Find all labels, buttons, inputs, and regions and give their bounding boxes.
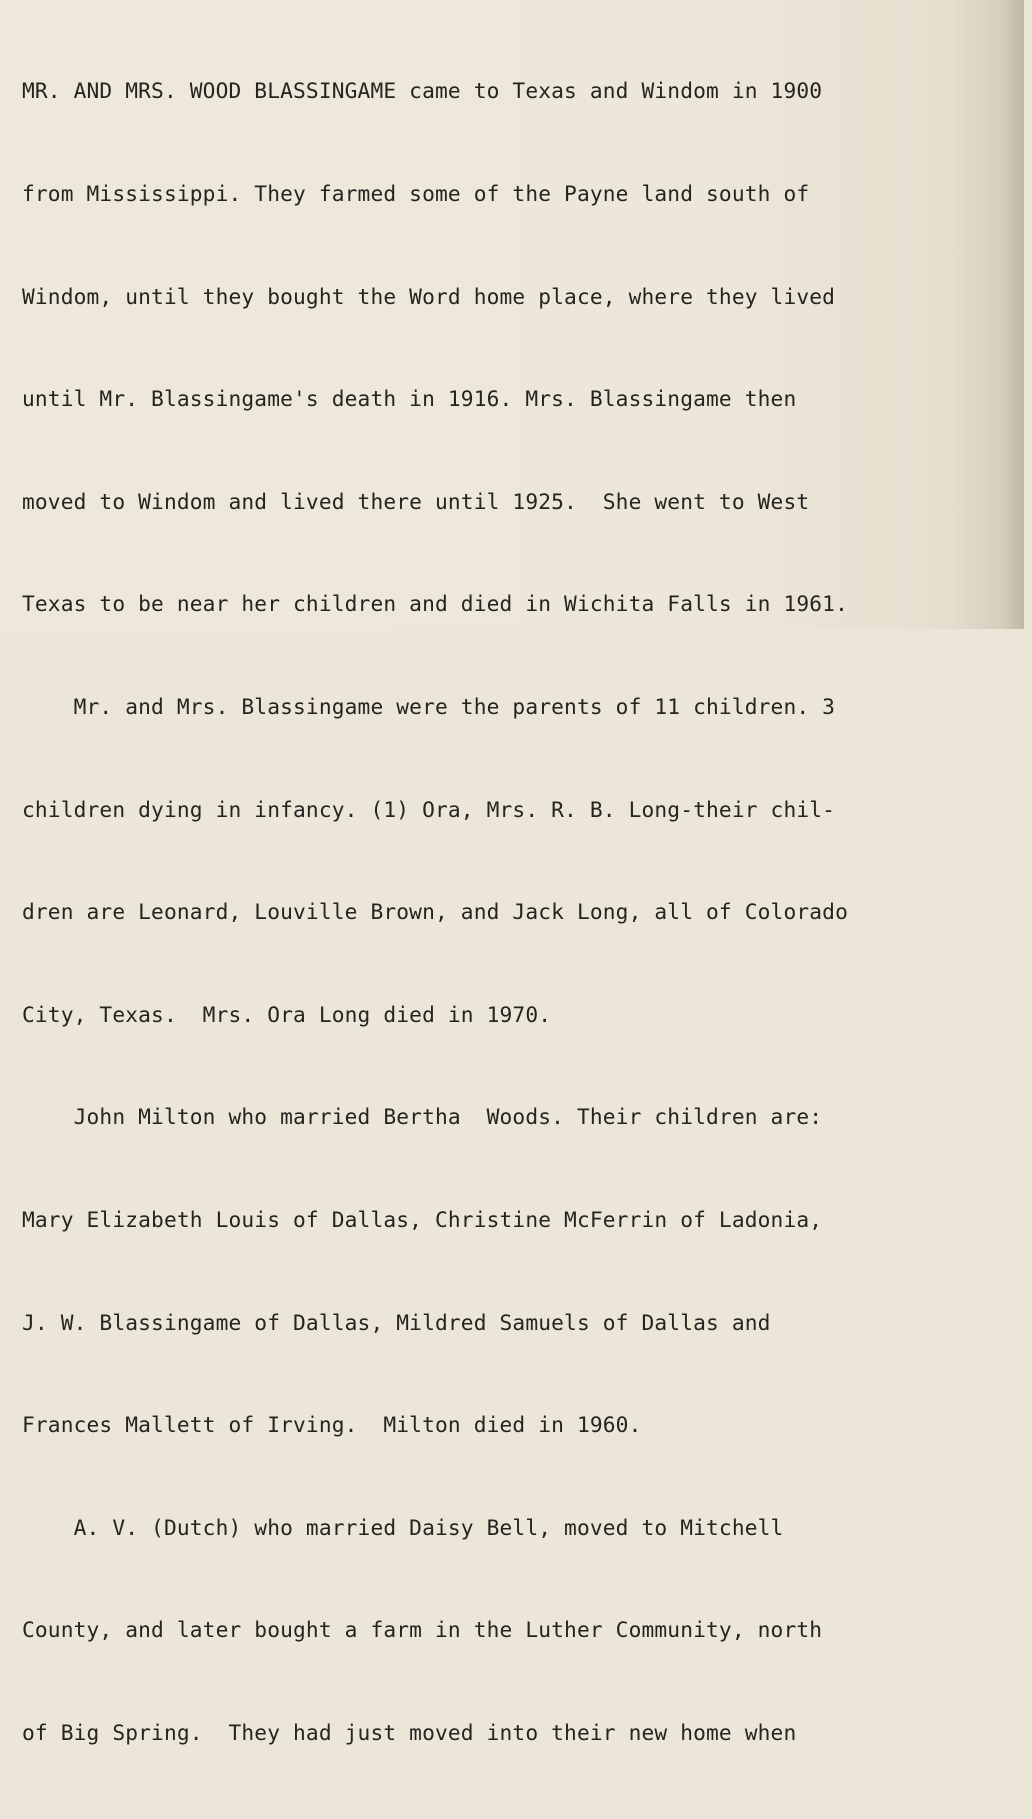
text-line: of Big Spring. They had just moved into their new home when	[22, 1719, 797, 1745]
text-line: John Milton who married Bertha Woods. Their children are:	[22, 1104, 823, 1130]
text-line: Mary Elizabeth Louis of Dallas, Christine McFerrin of Ladonia,	[22, 1206, 823, 1232]
text-line: MR. AND MRS. WOOD BLASSINGAME came to Texas and Windom in 1900	[22, 78, 823, 104]
typewritten-text	[22, 6, 1032, 1819]
text-line: Windom, until they bought the Word home place, where they lived	[22, 283, 836, 309]
text-line: moved to Windom and lived there until 1925. She went to West	[22, 488, 810, 514]
text-line: children dying in infancy. (1) Ora, Mrs. R. B. Long-their chil-	[22, 796, 836, 822]
text-line: dren are Leonard, Louville Brown, and Jack Long, all of Colorado	[22, 899, 848, 925]
text-line: Mr. and Mrs. Blassingame were the parents of 11 children. 3	[22, 693, 836, 719]
text-line: Texas to be near her children and died in Wichita Falls in 1961.	[22, 591, 848, 617]
text-line: until Mr. Blassingame's death in 1916. Mrs. Blassingame then	[22, 386, 797, 412]
text-line: J. W. Blassingame of Dallas, Mildred Samuels of Dallas and	[22, 1309, 771, 1335]
text-line: City, Texas. Mrs. Ora Long died in 1970.	[22, 1001, 552, 1027]
text-line: Frances Mallett of Irving. Milton died in 1960.	[22, 1412, 642, 1438]
text-line: from Mississippi. They farmed some of the Payne land south of	[22, 181, 810, 206]
text-line: A. V. (Dutch) who married Daisy Bell, moved to Mitchell	[22, 1514, 784, 1540]
text-line: County, and later bought a farm in the Luther Community, north	[22, 1617, 823, 1643]
